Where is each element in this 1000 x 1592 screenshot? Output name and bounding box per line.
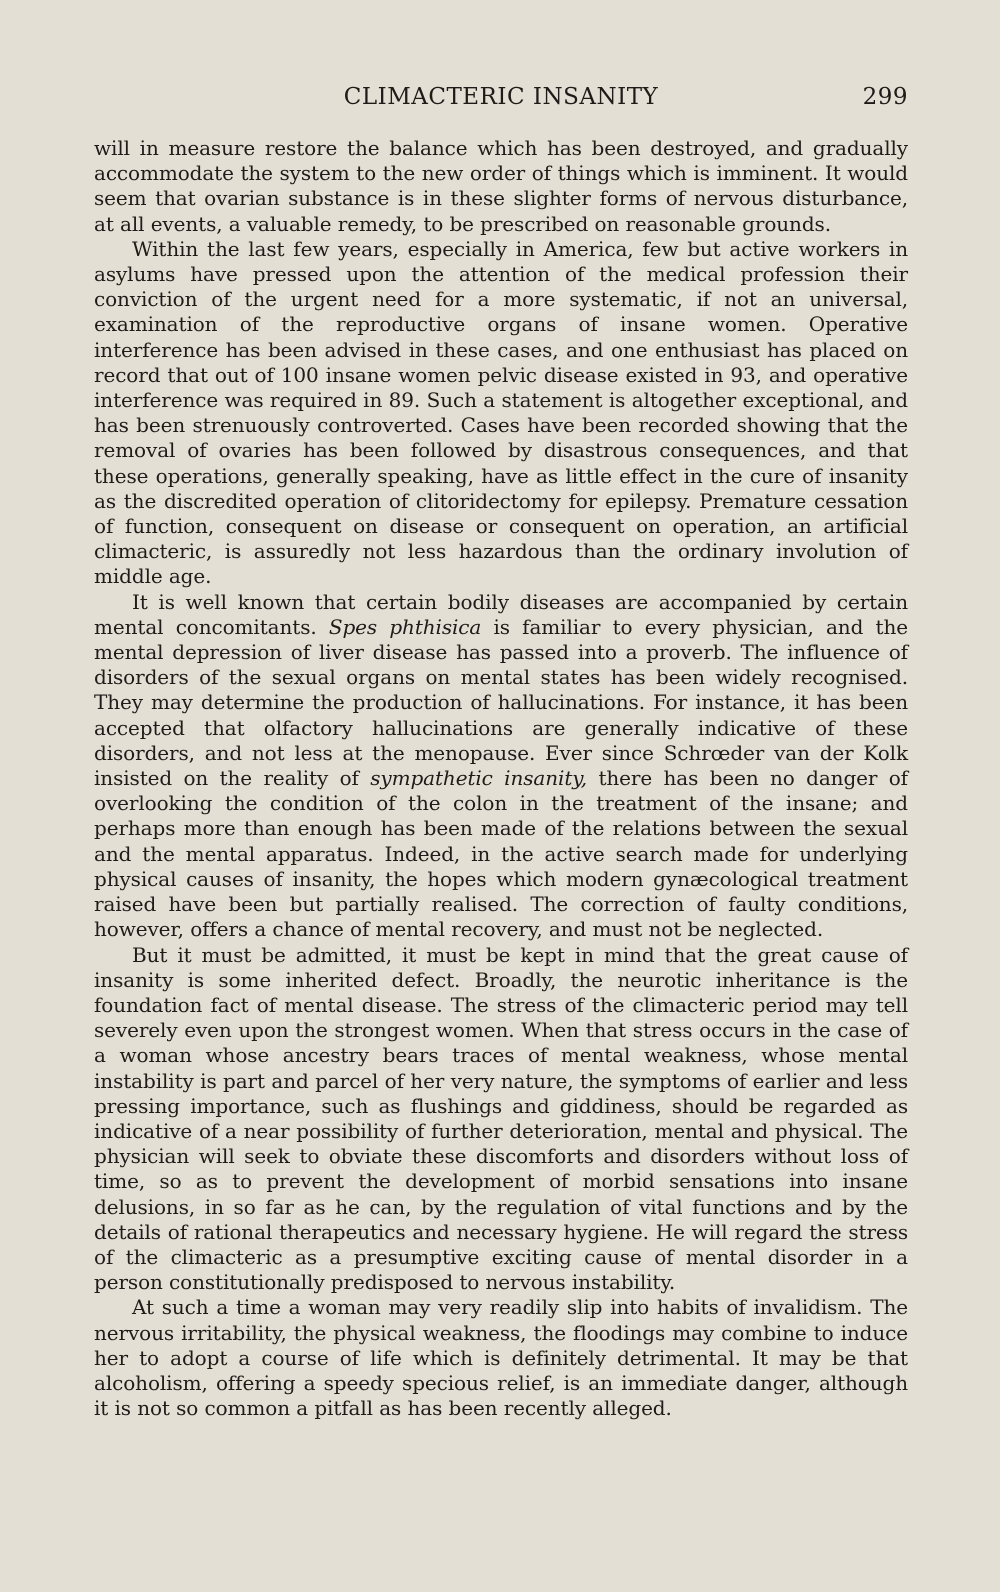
text-run: there has been no danger of overlooking the condition of the colon in the treatment of the insane; and perhaps more than enough has been made of the relations between the sexual and the mental apparatus. Indeed, in the active search made for underlying physical causes of insanity, the hopes which modern gynæcological treatment raised have been but partially realised. The correction of faulty conditions, however, offers a chance of mental recovery, and must not be neglected. [94, 766, 908, 942]
text-run: is familiar to every physician, and the mental depression of liver disease has passed into a proverb. The influence of disorders of the sexual organs on mental states has been widely recognised. They may determine the production of hallucinations. For instance, it has been accepted that olfactory hallucinations are generally indicative of these disorders, and not less at the menopause. Ever since Schrœder van der Kolk insisted on the reality of [94, 614, 908, 791]
running-title: CLIMACTERIC INSANITY [343, 84, 659, 110]
page-number: 299 [862, 84, 908, 110]
paragraph-invalidism: At such a time a woman may very readily slip into habits of invalidism. The nervous irritability, the physical weakness, the floodings may combine to induce her to adopt a course of life which is definitely detrimental. It may be that alcoholism, offering a speedy specious relief, is an immediate danger, although it is not so common a pitfall as has been recently alleged. [94, 1295, 908, 1421]
running-header [94, 84, 908, 118]
body-text [94, 136, 908, 1421]
text-run: It is well known that certain bodily diseases are accompanied by certain mental concomitants. [94, 589, 908, 639]
italic-term: Spes phthisica [328, 614, 482, 639]
italic-term: sympathetic insanity, [370, 766, 588, 791]
paragraph-continued: will in measure restore the balance which has been destroyed, and gradually accommodate the system to the new order of things which is imminent. It would seem that ovarian substance is in these slighter forms of nervous disturbance, at all events, a valuable remedy, to be prescribed on reasonable grounds. [94, 136, 908, 236]
paragraph-operative-interference: Within the last few years, especially in America, few but active workers in asylums have pressed upon the attention of the medical profession their conviction of the urgent need for a more systematic, if not an universal, examination of the reproductive organs of insane women. Operative interference has been advised in these cases, and one enthusiast has placed on record that out of 100 insane women pelvic disease existed in 93, and operative interference was required in 89. Such a statement is altogether exceptional, and has been strenuously controverted. Cases have been recorded showing that the removal of ovaries has been followed by disastrous consequences, and that these operations, generally speaking, have as little effect in the cure of insanity as the discredited operation of clitoridectomy for epilepsy. Premature cessation of function, consequent on disease or consequent on operation, an artificial climacteric, is assuredly not less hazardous than the ordinary involution of middle age. [94, 236, 908, 589]
paragraph-inherited-defect: But it must be admitted, it must be kept in mind that the great cause of insanity is some inherited defect. Broadly, the neurotic inheritance is the foundation fact of mental disease. The stress of the climacteric period may tell severely even upon the strongest women. When that stress occurs in the case of a woman whose ancestry bears traces of mental weakness, whose mental instability is part and parcel of her very nature, the symptoms of earlier and less pressing importance, such as flushings and giddiness, should be regarded as indicative of a near possibility of further deterioration, mental and physical. The physician will seek to obviate these discomforts and disorders without loss of time, so as to prevent the development of morbid sensations into insane delusions, in so far as he can, by the regulation of vital functions and by the details of rational therapeutics and necessary hygiene. He will regard the stress of the climacteric as a presumptive exciting cause of mental disorder in a person constitutionally predisposed to nervous instability. [94, 942, 908, 1295]
paragraph-mental-concomitants [94, 590, 908, 943]
